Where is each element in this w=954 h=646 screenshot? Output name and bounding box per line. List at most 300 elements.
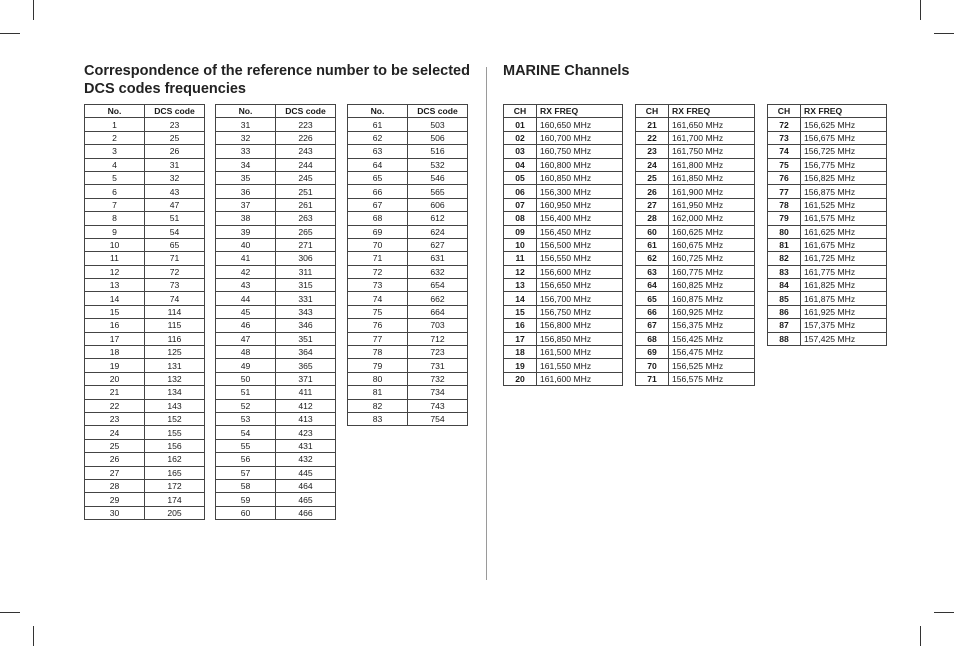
row-number-cell: 40 — [216, 238, 276, 251]
table-row — [216, 292, 336, 305]
row-number-cell: 38 — [216, 212, 276, 225]
table-row — [636, 359, 755, 372]
table-row — [348, 198, 468, 211]
value-cell: 243 — [276, 145, 336, 158]
value-cell: 546 — [408, 171, 468, 184]
value-cell: 606 — [408, 198, 468, 211]
table-row — [768, 279, 887, 292]
value-cell: 631 — [408, 252, 468, 265]
row-number-cell: 37 — [216, 198, 276, 211]
value-cell: 161,550 MHz — [537, 359, 623, 372]
table-row — [504, 171, 623, 184]
table-row — [348, 346, 468, 359]
table-row — [348, 372, 468, 385]
dcs-table-2 — [215, 104, 336, 520]
row-number-cell: 21 — [636, 118, 669, 131]
table-row — [636, 319, 755, 332]
table-row — [768, 332, 887, 345]
value-cell: 160,675 MHz — [669, 238, 755, 251]
table-row — [216, 158, 336, 171]
column-header: DCS code — [408, 105, 468, 118]
table-row — [216, 372, 336, 385]
value-cell: 156,550 MHz — [537, 252, 623, 265]
row-number-cell: 73 — [348, 279, 408, 292]
table-row — [504, 319, 623, 332]
row-number-cell: 28 — [85, 479, 145, 492]
crop-mark — [934, 33, 954, 34]
table-row — [216, 305, 336, 318]
value-cell: 161,925 MHz — [801, 305, 887, 318]
table-row — [216, 399, 336, 412]
crop-mark — [920, 626, 921, 646]
value-cell: 754 — [408, 412, 468, 425]
row-number-cell: 62 — [636, 252, 669, 265]
table-row — [85, 346, 205, 359]
table-row — [85, 386, 205, 399]
row-number-cell: 08 — [504, 212, 537, 225]
row-number-cell: 39 — [216, 225, 276, 238]
row-number-cell: 76 — [348, 319, 408, 332]
marine-table-3 — [767, 104, 887, 346]
table-row — [216, 386, 336, 399]
row-number-cell: 72 — [348, 265, 408, 278]
table-row — [504, 131, 623, 144]
table-row — [504, 238, 623, 251]
table-row — [85, 279, 205, 292]
row-number-cell: 88 — [768, 332, 801, 345]
value-cell: 143 — [145, 399, 205, 412]
value-cell: 712 — [408, 332, 468, 345]
value-cell: 156 — [145, 439, 205, 452]
table-row — [216, 493, 336, 506]
row-number-cell: 78 — [768, 198, 801, 211]
row-number-cell: 81 — [348, 386, 408, 399]
row-number-cell: 57 — [216, 466, 276, 479]
row-number-cell: 69 — [348, 225, 408, 238]
table-row — [636, 292, 755, 305]
row-number-cell: 25 — [85, 439, 145, 452]
row-number-cell: 75 — [768, 158, 801, 171]
value-cell: 156,600 MHz — [537, 265, 623, 278]
value-cell: 156,700 MHz — [537, 292, 623, 305]
row-number-cell: 45 — [216, 305, 276, 318]
row-number-cell: 35 — [216, 171, 276, 184]
row-number-cell: 82 — [768, 252, 801, 265]
row-number-cell: 03 — [504, 145, 537, 158]
value-cell: 161,725 MHz — [801, 252, 887, 265]
table-row — [216, 332, 336, 345]
table-row — [504, 359, 623, 372]
table-row — [768, 158, 887, 171]
table-row — [348, 171, 468, 184]
table-row — [636, 252, 755, 265]
row-number-cell: 66 — [348, 185, 408, 198]
table-row — [504, 225, 623, 238]
table-row — [216, 225, 336, 238]
row-number-cell: 22 — [85, 399, 145, 412]
value-cell: 156,775 MHz — [801, 158, 887, 171]
value-cell: 565 — [408, 185, 468, 198]
value-cell: 26 — [145, 145, 205, 158]
table-row — [85, 171, 205, 184]
row-number-cell: 22 — [636, 131, 669, 144]
row-number-cell: 12 — [85, 265, 145, 278]
row-number-cell: 09 — [504, 225, 537, 238]
row-number-cell: 3 — [85, 145, 145, 158]
table-row — [504, 252, 623, 265]
value-cell: 516 — [408, 145, 468, 158]
row-number-cell: 1 — [85, 118, 145, 131]
row-number-cell: 01 — [504, 118, 537, 131]
row-number-cell: 80 — [768, 225, 801, 238]
value-cell: 664 — [408, 305, 468, 318]
table-row — [85, 453, 205, 466]
crop-mark — [934, 612, 954, 613]
value-cell: 131 — [145, 359, 205, 372]
row-number-cell: 80 — [348, 372, 408, 385]
value-cell: 116 — [145, 332, 205, 345]
table-row — [504, 185, 623, 198]
table-row — [348, 359, 468, 372]
table-row — [85, 359, 205, 372]
table-row — [85, 426, 205, 439]
table-row — [216, 279, 336, 292]
table-row — [216, 479, 336, 492]
row-number-cell: 31 — [216, 118, 276, 131]
table-row — [768, 185, 887, 198]
table-row — [85, 319, 205, 332]
value-cell: 161,875 MHz — [801, 292, 887, 305]
row-number-cell: 27 — [85, 466, 145, 479]
row-number-cell: 13 — [85, 279, 145, 292]
row-number-cell: 65 — [348, 171, 408, 184]
row-number-cell: 26 — [636, 185, 669, 198]
row-number-cell: 36 — [216, 185, 276, 198]
table-row — [504, 265, 623, 278]
row-number-cell: 77 — [348, 332, 408, 345]
value-cell: 245 — [276, 171, 336, 184]
value-cell: 432 — [276, 453, 336, 466]
table-row — [636, 305, 755, 318]
table-row — [636, 372, 755, 385]
column-header: CH — [768, 105, 801, 118]
value-cell: 31 — [145, 158, 205, 171]
table-row — [216, 319, 336, 332]
row-number-cell: 20 — [85, 372, 145, 385]
value-cell: 160,850 MHz — [537, 171, 623, 184]
table-row — [348, 386, 468, 399]
row-number-cell: 68 — [636, 332, 669, 345]
table-row — [636, 198, 755, 211]
value-cell: 654 — [408, 279, 468, 292]
value-cell: 271 — [276, 238, 336, 251]
row-number-cell: 29 — [85, 493, 145, 506]
row-number-cell: 05 — [504, 171, 537, 184]
row-number-cell: 19 — [504, 359, 537, 372]
value-cell: 160,750 MHz — [537, 145, 623, 158]
value-cell: 732 — [408, 372, 468, 385]
value-cell: 365 — [276, 359, 336, 372]
column-header: No. — [85, 105, 145, 118]
table-row — [85, 225, 205, 238]
value-cell: 161,600 MHz — [537, 372, 623, 385]
table-row — [768, 212, 887, 225]
value-cell: 743 — [408, 399, 468, 412]
row-number-cell: 86 — [768, 305, 801, 318]
row-number-cell: 14 — [85, 292, 145, 305]
row-number-cell: 69 — [636, 346, 669, 359]
value-cell: 73 — [145, 279, 205, 292]
table-row — [768, 305, 887, 318]
value-cell: 157,425 MHz — [801, 332, 887, 345]
value-cell: 156,525 MHz — [669, 359, 755, 372]
table-row — [85, 158, 205, 171]
table-row — [504, 145, 623, 158]
table-row — [348, 252, 468, 265]
row-number-cell: 24 — [636, 158, 669, 171]
row-number-cell: 46 — [216, 319, 276, 332]
table-row — [216, 359, 336, 372]
table-row — [636, 238, 755, 251]
row-number-cell: 70 — [348, 238, 408, 251]
column-divider — [486, 67, 487, 580]
value-cell: 160,950 MHz — [537, 198, 623, 211]
table-row — [85, 506, 205, 519]
row-number-cell: 58 — [216, 479, 276, 492]
table-row — [504, 279, 623, 292]
marine-table-1 — [503, 104, 623, 386]
row-number-cell: 43 — [216, 279, 276, 292]
table-row — [348, 238, 468, 251]
table-row — [85, 198, 205, 211]
value-cell: 413 — [276, 412, 336, 425]
table-row — [636, 185, 755, 198]
table-row — [85, 292, 205, 305]
table-row — [85, 412, 205, 425]
table-row — [768, 319, 887, 332]
row-number-cell: 67 — [636, 319, 669, 332]
table-row — [768, 252, 887, 265]
table-row — [216, 171, 336, 184]
table-row — [85, 479, 205, 492]
row-number-cell: 67 — [348, 198, 408, 211]
row-number-cell: 10 — [504, 238, 537, 251]
row-number-cell: 17 — [85, 332, 145, 345]
table-row — [504, 118, 623, 131]
column-header: CH — [636, 105, 669, 118]
value-cell: 261 — [276, 198, 336, 211]
value-cell: 125 — [145, 346, 205, 359]
row-number-cell: 26 — [85, 453, 145, 466]
row-number-cell: 27 — [636, 198, 669, 211]
table-row — [216, 346, 336, 359]
row-number-cell: 61 — [348, 118, 408, 131]
table-row — [348, 279, 468, 292]
row-number-cell: 16 — [504, 319, 537, 332]
value-cell: 532 — [408, 158, 468, 171]
row-number-cell: 21 — [85, 386, 145, 399]
row-number-cell: 79 — [348, 359, 408, 372]
value-cell: 506 — [408, 131, 468, 144]
table-row — [768, 198, 887, 211]
marine-section-title: MARINE Channels — [503, 63, 630, 79]
column-header: DCS code — [145, 105, 205, 118]
value-cell: 731 — [408, 359, 468, 372]
row-number-cell: 54 — [216, 426, 276, 439]
table-row — [85, 332, 205, 345]
table-row — [216, 185, 336, 198]
row-number-cell: 64 — [636, 279, 669, 292]
table-row — [348, 225, 468, 238]
value-cell: 431 — [276, 439, 336, 452]
value-cell: 23 — [145, 118, 205, 131]
value-cell: 662 — [408, 292, 468, 305]
table-row — [216, 198, 336, 211]
row-number-cell: 24 — [85, 426, 145, 439]
row-number-cell: 28 — [636, 212, 669, 225]
value-cell: 351 — [276, 332, 336, 345]
row-number-cell: 61 — [636, 238, 669, 251]
table-row — [636, 145, 755, 158]
value-cell: 32 — [145, 171, 205, 184]
row-number-cell: 5 — [85, 171, 145, 184]
row-number-cell: 47 — [216, 332, 276, 345]
row-number-cell: 70 — [636, 359, 669, 372]
table-row — [636, 158, 755, 171]
value-cell: 156,725 MHz — [801, 145, 887, 158]
value-cell: 465 — [276, 493, 336, 506]
table-row — [348, 292, 468, 305]
value-cell: 134 — [145, 386, 205, 399]
table-row — [216, 439, 336, 452]
table-row — [504, 212, 623, 225]
row-number-cell: 48 — [216, 346, 276, 359]
table-row — [85, 372, 205, 385]
dcs-table-3 — [347, 104, 468, 426]
row-number-cell: 79 — [768, 212, 801, 225]
value-cell: 156,450 MHz — [537, 225, 623, 238]
row-number-cell: 81 — [768, 238, 801, 251]
table-row — [216, 426, 336, 439]
value-cell: 632 — [408, 265, 468, 278]
table-row — [85, 252, 205, 265]
row-number-cell: 62 — [348, 131, 408, 144]
value-cell: 156,425 MHz — [669, 332, 755, 345]
dcs-table-1 — [84, 104, 205, 520]
table-row — [85, 238, 205, 251]
value-cell: 226 — [276, 131, 336, 144]
value-cell: 244 — [276, 158, 336, 171]
row-number-cell: 17 — [504, 332, 537, 345]
row-number-cell: 16 — [85, 319, 145, 332]
value-cell: 156,400 MHz — [537, 212, 623, 225]
table-row — [768, 238, 887, 251]
table-row — [636, 332, 755, 345]
row-number-cell: 41 — [216, 252, 276, 265]
row-number-cell: 82 — [348, 399, 408, 412]
column-header: No. — [216, 105, 276, 118]
table-row — [504, 158, 623, 171]
value-cell: 627 — [408, 238, 468, 251]
value-cell: 162 — [145, 453, 205, 466]
value-cell: 47 — [145, 198, 205, 211]
row-number-cell: 74 — [348, 292, 408, 305]
table-row — [85, 399, 205, 412]
table-row — [85, 212, 205, 225]
row-number-cell: 30 — [85, 506, 145, 519]
table-row — [216, 506, 336, 519]
crop-mark — [33, 626, 34, 646]
table-row — [636, 118, 755, 131]
row-number-cell: 87 — [768, 319, 801, 332]
value-cell: 161,675 MHz — [801, 238, 887, 251]
value-cell: 331 — [276, 292, 336, 305]
row-number-cell: 60 — [216, 506, 276, 519]
value-cell: 311 — [276, 265, 336, 278]
row-number-cell: 72 — [768, 118, 801, 131]
table-row — [768, 265, 887, 278]
table-row — [504, 198, 623, 211]
row-number-cell: 8 — [85, 212, 145, 225]
value-cell: 156,875 MHz — [801, 185, 887, 198]
row-number-cell: 33 — [216, 145, 276, 158]
value-cell: 371 — [276, 372, 336, 385]
table-row — [504, 292, 623, 305]
table-row — [216, 131, 336, 144]
row-number-cell: 60 — [636, 225, 669, 238]
row-number-cell: 06 — [504, 185, 537, 198]
table-row — [348, 412, 468, 425]
value-cell: 72 — [145, 265, 205, 278]
table-row — [768, 225, 887, 238]
row-number-cell: 23 — [85, 412, 145, 425]
column-header: CH — [504, 105, 537, 118]
table-row — [636, 279, 755, 292]
table-row — [216, 265, 336, 278]
row-number-cell: 44 — [216, 292, 276, 305]
table-row — [216, 212, 336, 225]
crop-mark — [920, 0, 921, 20]
row-number-cell: 53 — [216, 412, 276, 425]
row-number-cell: 65 — [636, 292, 669, 305]
row-number-cell: 71 — [348, 252, 408, 265]
row-number-cell: 11 — [85, 252, 145, 265]
row-number-cell: 32 — [216, 131, 276, 144]
row-number-cell: 49 — [216, 359, 276, 372]
column-header: RX FREQ — [801, 105, 887, 118]
table-row — [85, 265, 205, 278]
row-number-cell: 66 — [636, 305, 669, 318]
row-number-cell: 76 — [768, 171, 801, 184]
value-cell: 251 — [276, 185, 336, 198]
row-number-cell: 04 — [504, 158, 537, 171]
row-number-cell: 42 — [216, 265, 276, 278]
value-cell: 156,650 MHz — [537, 279, 623, 292]
value-cell: 161,625 MHz — [801, 225, 887, 238]
value-cell: 343 — [276, 305, 336, 318]
value-cell: 161,575 MHz — [801, 212, 887, 225]
value-cell: 114 — [145, 305, 205, 318]
value-cell: 161,700 MHz — [669, 131, 755, 144]
value-cell: 162,000 MHz — [669, 212, 755, 225]
row-number-cell: 63 — [636, 265, 669, 278]
row-number-cell: 63 — [348, 145, 408, 158]
row-number-cell: 13 — [504, 279, 537, 292]
value-cell: 466 — [276, 506, 336, 519]
table-row — [85, 493, 205, 506]
table-row — [85, 466, 205, 479]
table-row — [768, 131, 887, 144]
